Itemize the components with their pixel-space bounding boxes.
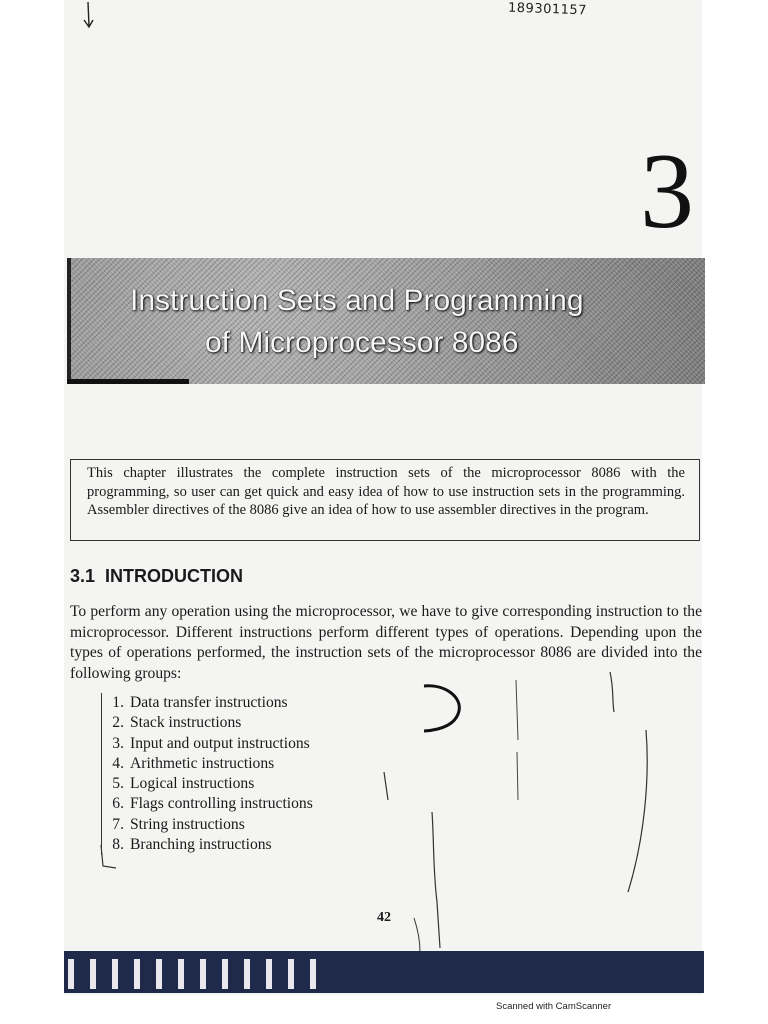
handwritten-id: 189301157	[507, 0, 588, 19]
footer-bar	[134, 959, 140, 989]
scanner-credit: Scanned with CamScanner	[496, 1001, 612, 1012]
list-item	[104, 713, 313, 733]
footer-bar	[310, 959, 316, 989]
list-item-number: 5.	[112, 775, 124, 793]
list-item-number: 8.	[112, 836, 124, 854]
list-item-number: 3.	[112, 734, 124, 752]
list-item-label: Flags controlling instructions	[130, 795, 313, 813]
list-item	[104, 774, 313, 794]
footer-bar	[112, 959, 118, 989]
section-number: 3.1	[70, 566, 96, 586]
instruction-group-list	[101, 693, 313, 855]
intro-paragraph: To perform any operation using the microprocessor, we have to give corresponding instruction to the microprocessor. Different instructions perform different types of operations. Depending upon the types of operations performed, the instruction sets of the microprocessor 8086 are divided into the following groups:	[70, 603, 702, 682]
list-item-label: Stack instructions	[130, 714, 242, 732]
list-item	[104, 734, 313, 754]
footer-bar	[200, 959, 206, 989]
page-number: 42	[377, 910, 391, 925]
footer-strip	[64, 951, 704, 993]
list-item-label: Logical instructions	[130, 775, 255, 793]
list-item-label: Input and output instructions	[130, 734, 310, 752]
footer-bar	[178, 959, 184, 989]
list-item-number: 1.	[112, 694, 124, 711]
list-item-number: 6.	[112, 795, 124, 813]
chapter-title	[130, 280, 670, 364]
list-item	[104, 754, 313, 774]
list-item-label: Arithmetic instructions	[130, 754, 275, 772]
chapter-title-line-2: of Microprocessor 8086	[205, 326, 519, 359]
list-item	[104, 794, 313, 814]
list-item-number: 2.	[112, 714, 124, 732]
list-item	[104, 815, 313, 835]
footer-bar	[288, 959, 294, 989]
footer-bar	[156, 959, 162, 989]
footer-bar	[90, 959, 96, 989]
section-heading	[70, 566, 243, 587]
list-item-number: 4.	[112, 754, 124, 772]
list-item-number: 7.	[112, 815, 124, 833]
list-item-label: String instructions	[130, 815, 245, 833]
footer-bar	[222, 959, 228, 989]
list-item-label: Data transfer instructions	[130, 694, 288, 711]
list-item	[104, 693, 313, 713]
section-title: INTRODUCTION	[105, 566, 244, 586]
list-item-label: Branching instructions	[130, 836, 272, 854]
banner-underline	[67, 379, 189, 384]
footer-bar	[244, 959, 250, 989]
list-item	[104, 835, 313, 855]
chapter-number: 3	[640, 132, 694, 251]
footer-bar	[68, 959, 74, 989]
chapter-summary-box: This chapter illustrates the complete instruction sets of the microprocessor 8086 with the programming, so user can get quick and easy idea of how to use instruction sets in the programming. Assembler directives of the 8086 give an idea of how to use assembler directives in the program.	[70, 459, 700, 541]
chapter-title-line-1: Instruction Sets and Programming	[130, 284, 584, 317]
footer-bar	[266, 959, 272, 989]
